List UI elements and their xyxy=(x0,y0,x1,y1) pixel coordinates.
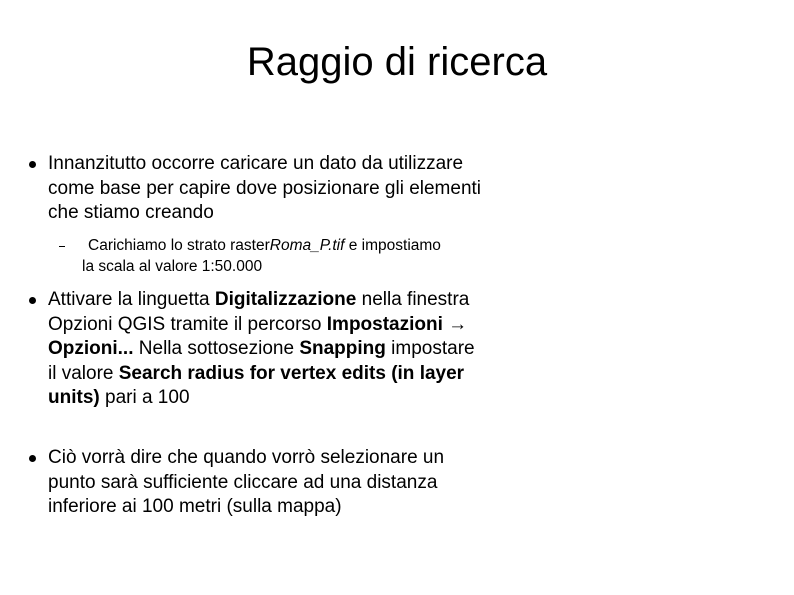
bullet-2-section: Snapping xyxy=(299,338,386,359)
bullet-2-part3: Nella sottosezione xyxy=(133,338,300,359)
bullet-item-3 xyxy=(48,446,488,520)
bullet-2-part4: impostare il valore xyxy=(48,338,475,384)
bullet-1-text: Innanzitutto occorre caricare un dato da utilizzare come base per capire dove posizionare gli elementi che stiamo creando xyxy=(48,153,482,223)
sub-bullet-prefix: Carichiamo lo strato raster xyxy=(88,237,270,254)
bullet-2-menu-path: Impostazioni → Opzioni... xyxy=(48,313,468,359)
sub-bullet-item-1 xyxy=(82,236,442,277)
bullet-3-text: Ciò vorrà dire che quando vorrò selezionare un punto sarà sufficiente cliccare ad una distanza inferiore ai 100 metri (sulla mappa) xyxy=(48,447,445,517)
bullet-item-2 xyxy=(48,288,488,411)
slide-title: Raggio di ricerca xyxy=(246,40,548,84)
sub-bullet-suffix: e impostiamo la scala al valore 1:50.000 xyxy=(82,237,441,275)
bullet-dot-icon xyxy=(29,161,36,168)
bullet-dot-icon xyxy=(29,455,36,462)
bullet-2-tab-name: Digitalizzazione xyxy=(214,289,357,310)
bullet-item-1 xyxy=(48,152,488,226)
bullet-2-setting: Search radius for vertex edits (in layer units) xyxy=(48,362,465,408)
bullet-2-part1: Attivare la linguetta xyxy=(48,289,215,310)
bullet-2-part5: pari a 100 xyxy=(99,387,190,408)
sub-bullet-filename: Roma_P.tif xyxy=(269,237,345,254)
dash-bullet-icon xyxy=(59,246,65,247)
bullet-2-part2: nella finestra Opzioni QGIS tramite il percorso xyxy=(48,289,470,335)
bullet-dot-icon xyxy=(29,297,36,304)
